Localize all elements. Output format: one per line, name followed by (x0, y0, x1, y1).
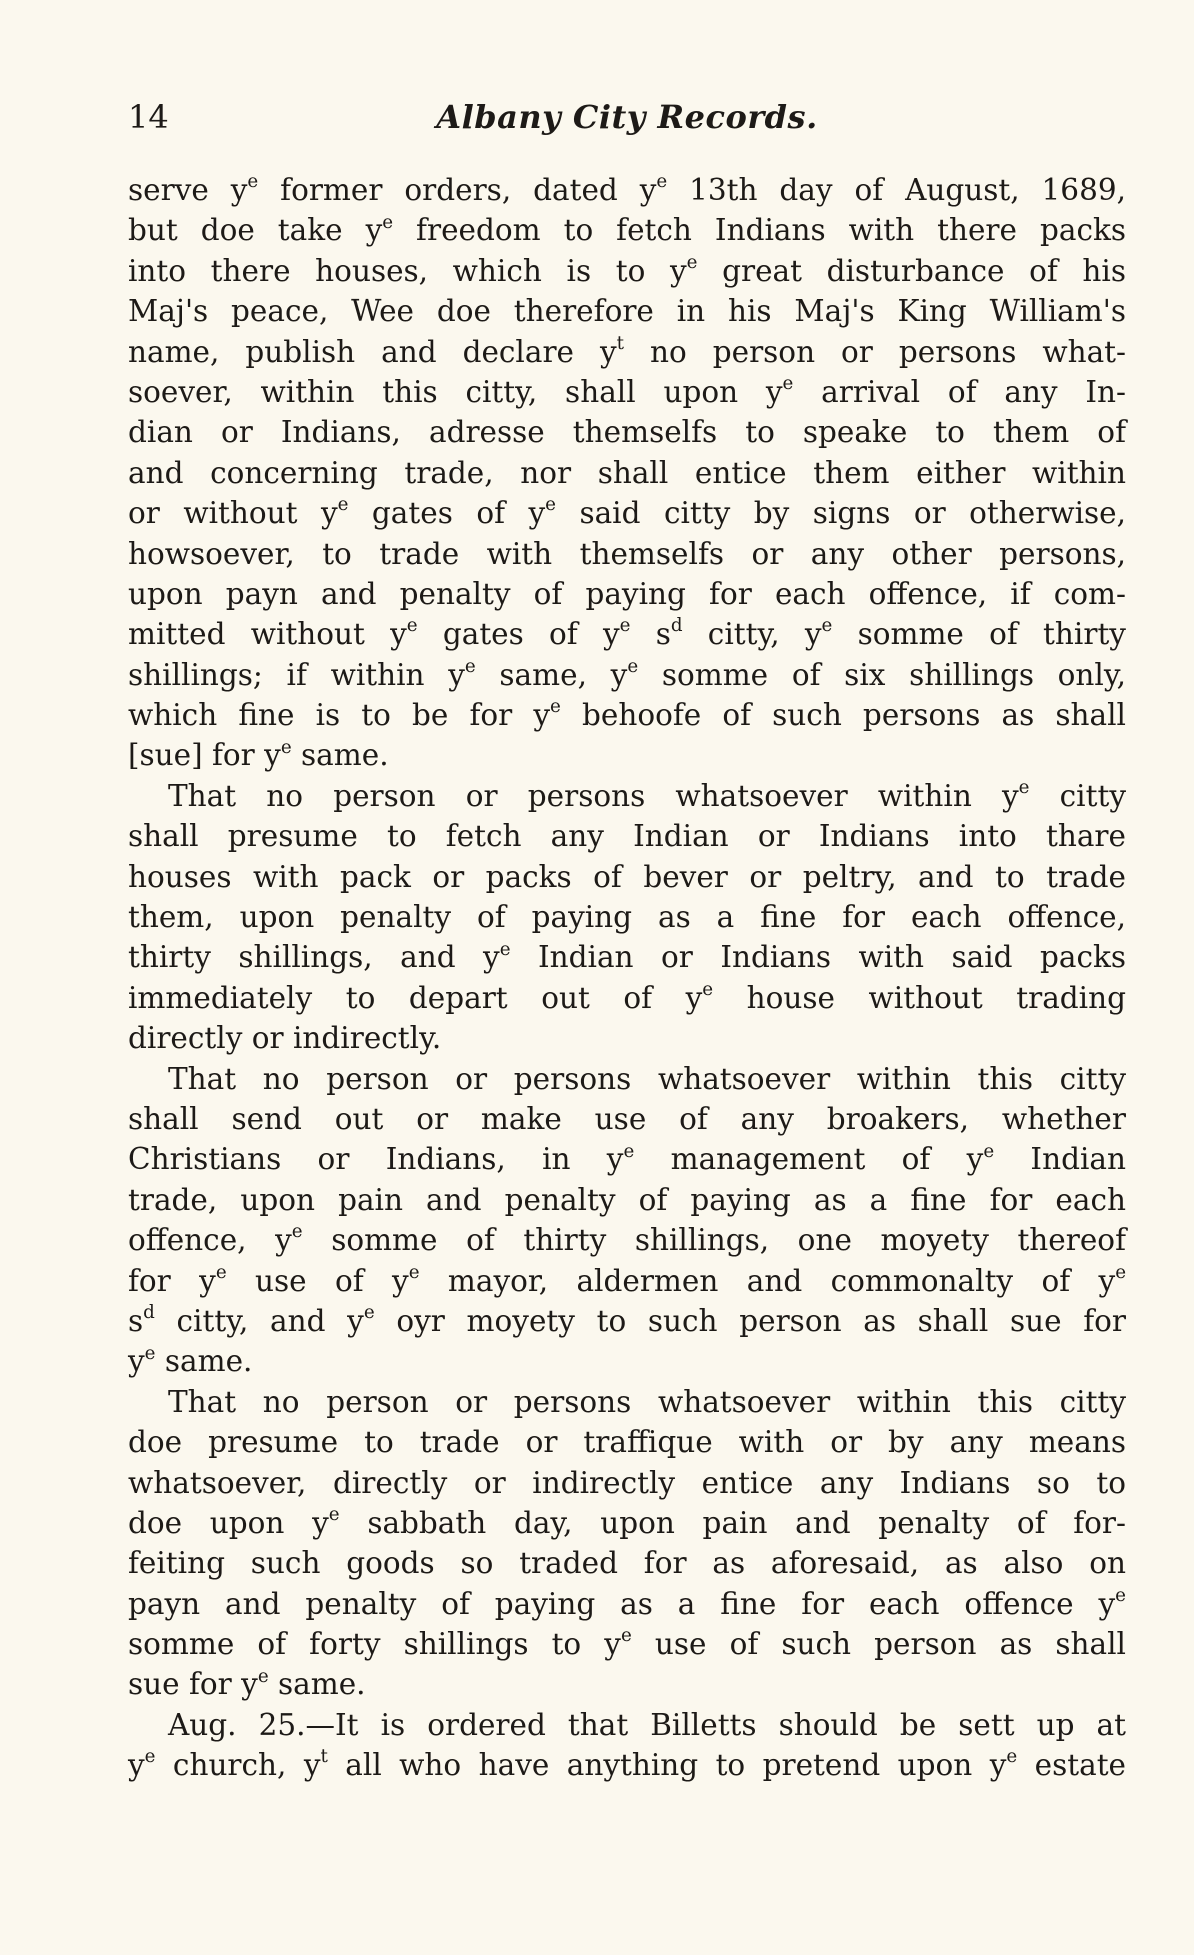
text-run: [sue] for y (128, 738, 281, 773)
superscript: t (320, 1746, 328, 1768)
superscript: e (620, 1625, 632, 1647)
text-run: said citty by signs or otherwise, (555, 496, 1127, 531)
superscript: e (627, 655, 639, 677)
superscript: e (408, 1261, 420, 1283)
text-line (128, 1220, 1126, 1260)
superscript: e (619, 615, 631, 637)
text-line (128, 1099, 1126, 1139)
text-run: upon payn and penalty of paying for each offence, if com- (128, 576, 1126, 611)
text-line (128, 453, 1126, 493)
text-line (128, 1624, 1126, 1664)
text-run: y (128, 1344, 145, 1379)
text-run: gates of y (348, 496, 546, 531)
page-header (128, 98, 1126, 142)
text-run: same. (268, 1667, 366, 1702)
text-run: behoofe of such persons as shall (560, 698, 1126, 733)
text-run: serve y (128, 173, 248, 207)
text-line (128, 1341, 1126, 1381)
text-run: Maj's peace, Wee doe therefore in his Maj's King William's (128, 294, 1126, 329)
text-line (128, 1705, 1126, 1745)
text-line (128, 1139, 1126, 1179)
superscript: e (1115, 1261, 1127, 1283)
text-line (128, 1503, 1126, 1543)
text-run: into there houses, which is to y (128, 253, 687, 288)
text-line (128, 1059, 1126, 1099)
text-run: house without trading (713, 980, 1127, 1015)
text-run: former orders, dated y (258, 173, 657, 207)
text-run: Indian or Indians with said packs (510, 940, 1126, 975)
text-run: 13th day of August, 1689, (667, 173, 1126, 207)
text-line (128, 574, 1126, 614)
text-line (128, 372, 1126, 412)
superscript: e (337, 494, 349, 516)
text-run: shillings; if within y (128, 657, 465, 692)
text-line (128, 1261, 1126, 1301)
superscript: e (363, 1302, 375, 1324)
superscript: e (328, 1504, 340, 1526)
text-run: sue for y (128, 1667, 258, 1702)
text-run: howsoever, to trade with themselfs or any other persons, (128, 536, 1126, 571)
text-run: trade, upon pain and penalty of paying as a fine for each (128, 1182, 1126, 1217)
superscript: e (382, 211, 394, 233)
superscript: d (670, 615, 683, 637)
superscript: e (464, 655, 476, 677)
text-run: no person or persons what- (624, 334, 1126, 369)
text-run: or without y (128, 496, 338, 531)
text-line (128, 493, 1126, 533)
running-title: Albany City Records. (436, 98, 818, 136)
superscript: e (280, 736, 292, 758)
superscript: e (144, 1746, 156, 1768)
superscript: e (144, 1342, 156, 1364)
text-run: y (128, 1748, 145, 1783)
superscript: t (616, 332, 625, 354)
text-run: same. (291, 738, 389, 773)
superscript: e (656, 171, 668, 193)
text-run: payn and penalty of paying as a fine for each offence y (128, 1586, 1116, 1621)
superscript: e (1115, 1584, 1126, 1606)
text-run: dian or Indians, adresse themselfs to speake to them of (128, 415, 1126, 450)
text-run: s (630, 617, 671, 652)
superscript: d (143, 1302, 155, 1324)
superscript: e (1018, 777, 1030, 799)
text-run: mayor, aldermen and commonalty of y (419, 1263, 1116, 1298)
superscript: e (623, 1140, 635, 1162)
text-run: shall presume to fetch any Indian or Indians into thare (128, 819, 1126, 854)
text-line (128, 978, 1126, 1018)
text-run: That no person or persons whatsoever within this citty (168, 1384, 1126, 1419)
text-run: somme of six shillings only, (638, 657, 1126, 692)
text-run: That no person or persons whatsoever within y (168, 778, 1019, 813)
text-line (128, 897, 1126, 937)
text-run: doe upon y (128, 1505, 329, 1540)
text-run: management of y (634, 1142, 984, 1177)
superscript: e (247, 171, 259, 193)
text-line (128, 1018, 1126, 1058)
superscript: e (545, 494, 556, 516)
superscript: e (702, 978, 714, 1000)
text-run: immediately to depart out of y (128, 980, 703, 1015)
text-line (128, 655, 1126, 695)
text-line (128, 1180, 1126, 1220)
text-line (128, 1745, 1126, 1785)
superscript: e (257, 1665, 269, 1687)
superscript: e (291, 1221, 303, 1243)
text-run: but doe take y (128, 213, 383, 248)
superscript: e (406, 615, 418, 637)
text-run: use of y (226, 1263, 409, 1298)
text-line (128, 251, 1126, 291)
text-line (128, 1463, 1126, 1503)
text-run: doe presume to trade or traffique with or by any means (128, 1425, 1126, 1460)
text-run: somme of thirty shillings, one moyety thereof (302, 1223, 1126, 1258)
text-run: for y (128, 1263, 216, 1298)
text-line (128, 332, 1126, 372)
text-run: arrival of any In- (793, 374, 1126, 409)
text-run: them, upon penalty of paying as a fine for each offence, (128, 900, 1126, 935)
superscript: e (215, 1261, 227, 1283)
superscript: e (1006, 1746, 1018, 1768)
text-run: whatsoever, directly or indirectly entice any Indians so to (128, 1465, 1126, 1500)
text-run: name, publish and declare y (128, 334, 617, 369)
text-run: same. (155, 1344, 253, 1379)
text-run: great disturbance of his (697, 253, 1126, 288)
text-line (128, 695, 1126, 735)
text-line (128, 1301, 1126, 1341)
superscript: e (499, 938, 511, 960)
text-run: estate (1017, 1748, 1127, 1783)
text-run: same, y (475, 657, 628, 692)
text-line (128, 534, 1126, 574)
text-line (128, 776, 1126, 816)
text-run: which fine is to be for y (128, 698, 551, 733)
text-run: church, y (155, 1748, 321, 1783)
text-run: somme of forty shillings to y (128, 1627, 621, 1662)
text-run: Aug. 25.—It is ordered that Billetts should be sett up at (168, 1707, 1126, 1742)
text-run: gates of y (417, 617, 620, 652)
text-run: soever, within this citty, shall upon y (128, 374, 783, 409)
text-run: thirty shillings, and y (128, 940, 500, 975)
text-run: directly or indirectly. (128, 1021, 442, 1056)
text-run: sabbath day, upon pain and penalty of for- (339, 1505, 1126, 1540)
text-line (128, 412, 1126, 452)
text-line (128, 937, 1126, 977)
text-line (128, 735, 1126, 775)
text-line (128, 857, 1126, 897)
text-run: offence, y (128, 1223, 292, 1258)
page-number: 14 (128, 98, 169, 136)
superscript: e (821, 615, 833, 637)
superscript: e (782, 373, 794, 395)
text-run: houses with pack or packs of bever or peltry, and to trade (128, 859, 1126, 894)
text-run: use of such person as shall (631, 1627, 1126, 1662)
superscript: e (686, 251, 698, 273)
text-run: Indian (994, 1142, 1126, 1177)
text-run: Christians or Indians, in y (128, 1142, 624, 1177)
text-run: citty (1029, 778, 1126, 813)
text-line (128, 1584, 1126, 1624)
text-run: citty, y (682, 617, 822, 652)
text-line (128, 291, 1126, 331)
text-run: feiting such goods so traded for as aforesaid, as also on (128, 1546, 1126, 1581)
text-line (128, 1543, 1126, 1583)
text-run: somme of thirty (832, 617, 1126, 652)
text-line (128, 1382, 1126, 1422)
text-line (128, 614, 1126, 654)
text-run: s (128, 1303, 144, 1338)
text-line (128, 816, 1126, 856)
text-run: citty, and y (154, 1303, 364, 1338)
superscript: e (550, 696, 561, 718)
text-run: all who have anything to pretend upon y (327, 1748, 1007, 1783)
text-run: freedom to fetch Indians with there packs (393, 213, 1126, 248)
text-run: and concerning trade, nor shall entice them either within (128, 455, 1126, 490)
text-run: oyr moyety to such person as shall sue for (374, 1303, 1127, 1338)
text-run: mitted without y (128, 617, 407, 652)
superscript: e (983, 1140, 995, 1162)
text-line (128, 170, 1126, 210)
body-text (128, 170, 1126, 1786)
text-run: That no person or persons whatsoever within this citty (168, 1061, 1126, 1096)
text-run: shall send out or make use of any broakers, whether (128, 1101, 1126, 1136)
text-line (128, 210, 1126, 250)
text-line (128, 1422, 1126, 1462)
text-line (128, 1664, 1126, 1704)
